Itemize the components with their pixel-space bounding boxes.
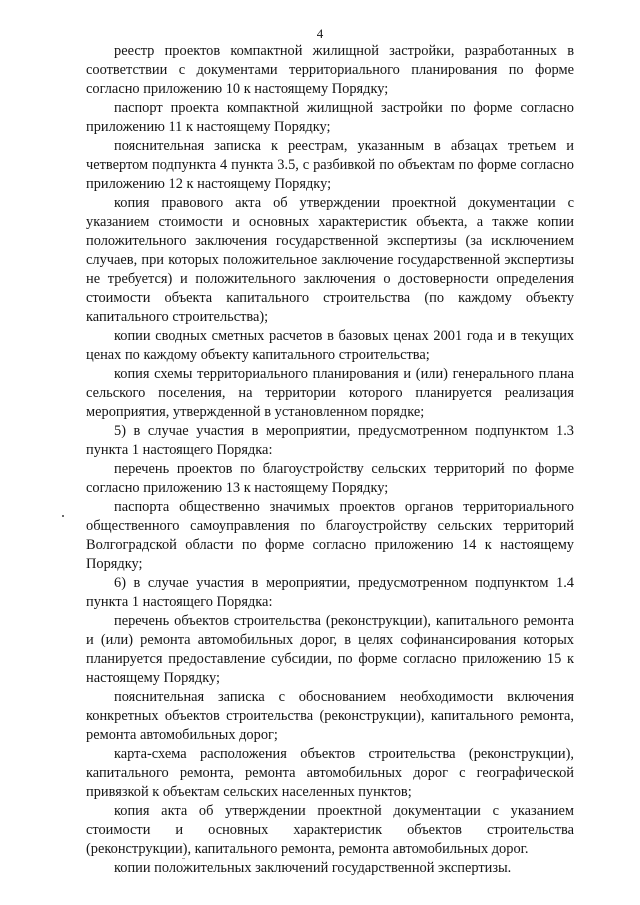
paragraph-legal-act-copy: копия правового акта об утверждении проектной документации с указанием стоимости и основных характеристик объекта, а также копии положительного заключения государственной экспертизы (за исключением случаев, при которых положительное заключение государственной экспертизы не требуется) и положительного заключения о достоверности определения стоимости объекта капитального строительства (по каждому объекту капитального строительства); [86, 195, 574, 325]
paragraph-expertise-conclusions-copies: копии положительных заключений государственной экспертизы. [114, 860, 512, 876]
scan-margin-dot [62, 515, 64, 517]
paragraph-public-projects-passports: паспорта общественно значимых проектов органов территориального общественного самоуправления по благоустройству сельских территорий Волгоградской области по форме согласно приложению 14 к настоящему Порядку; [86, 499, 574, 572]
paragraph-explanatory-note-registers: пояснительная записка к реестрам, указанным в абзацах третьем и четвертом подпункта 4 пункта 3.5, с разбивкой по объектам по форме согласно приложению 12 к настоящему Порядку; [86, 138, 574, 192]
paragraph-design-approval-act-copy: копия акта об утверждении проектной документации с указанием стоимости и основных характеристик объектов строительства (реконструкции), капитального ремонта, ремонта автомобильных дорог. [86, 803, 574, 857]
page-number: 4 [316, 26, 324, 41]
paragraph-location-map-scheme: карта-схема расположения объектов строительства (реконструкции), капитального ремонта, ремонта автомобильных дорог с географической привязкой к объектам сельских населенных пунктов; [86, 746, 574, 800]
scan-footer-speck [182, 858, 185, 859]
document-body [86, 42, 574, 878]
paragraph-register-compact-housing: реестр проектов компактной жилищной застройки, разработанных в соответствии с документами территориального планирования по форме согласно приложению 10 к настоящему Порядку; [86, 43, 574, 97]
paragraph-road-objects-list: перечень объектов строительства (реконструкции), капитального ремонта и (или) ремонта автомобильных дорог, в целях софинансирования которых планируется предоставление субсидии, по форме согласно приложению 15 к настоящему Порядку; [86, 613, 574, 686]
paragraph-item-6-heading: 6) в случае участия в мероприятии, предусмотренном подпунктом 1.4 пункта 1 настоящего Порядка: [86, 575, 574, 610]
paragraph-planning-scheme-copy: копия схемы территориального планирования и (или) генерального плана сельского поселения, на территории которого планируется реализация мероприятия, утвержденной в установленном порядке; [86, 366, 574, 420]
paragraph-improvement-projects-list: перечень проектов по благоустройству сельских территорий по форме согласно приложению 13 к настоящему Порядку; [86, 461, 574, 496]
paragraph-road-explanatory-note: пояснительная записка с обоснованием необходимости включения конкретных объектов строительства (реконструкции), капитального ремонта, ремонта автомобильных дорог; [86, 689, 574, 743]
paragraph-estimate-copies: копии сводных сметных расчетов в базовых ценах 2001 года и в текущих ценах по каждому объекту капитального строительства; [86, 328, 574, 363]
paragraph-passport-compact-housing: паспорт проекта компактной жилищной застройки по форме согласно приложению 11 к настоящему Порядку; [86, 100, 574, 135]
paragraph-item-5-heading: 5) в случае участия в мероприятии, предусмотренном подпунктом 1.3 пункта 1 настоящего Порядка: [86, 423, 574, 458]
